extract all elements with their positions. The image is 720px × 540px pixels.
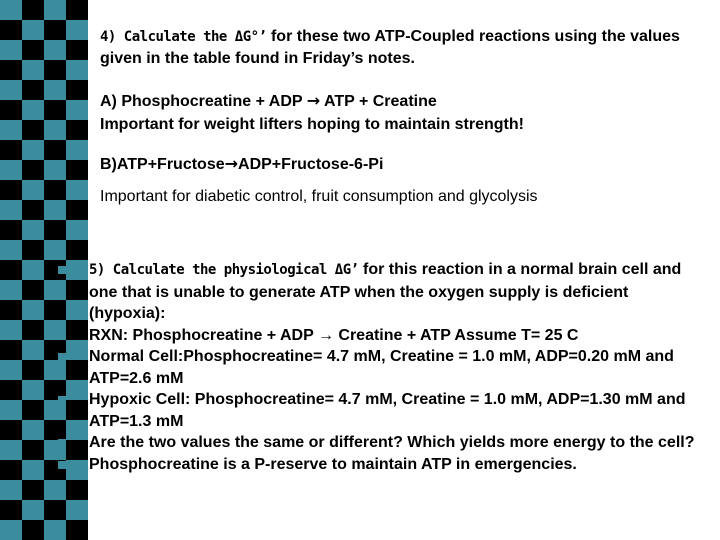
strip-cell (0, 280, 22, 300)
strip-cell (0, 140, 22, 160)
bullet-item (58, 454, 708, 476)
strip-cell (0, 520, 22, 540)
strip-cell (66, 500, 88, 520)
strip-cell (22, 200, 44, 220)
bullet-list (58, 259, 708, 475)
strip-cell (44, 180, 66, 200)
bullet-text: Normal Cell:Phosphocreatine= 4.7 mM, Creatine = 1.0 mM, ADP=0.20 mM and ATP=2.6 mM (89, 348, 674, 387)
strip-cell (66, 60, 88, 80)
strip-cell (0, 400, 22, 420)
question-4 (100, 26, 700, 70)
strip-cell (0, 360, 22, 380)
strip-cell (44, 100, 66, 120)
bullet-square-icon (58, 396, 66, 404)
strip-cell (0, 440, 22, 460)
strip-cell (22, 360, 44, 380)
strip-cell (22, 140, 44, 160)
strip-cell (22, 280, 44, 300)
bullet-square-icon (58, 439, 66, 447)
strip-cell (0, 320, 22, 340)
strip-cell (44, 240, 66, 260)
strip-cell (66, 480, 88, 500)
bullet-prefix: 5) Calculate the physiological ΔG’ (89, 262, 359, 278)
strip-cell (0, 220, 22, 240)
reaction-a-note: Important for weight lifters hoping to maintain strength! (100, 116, 524, 133)
strip-cell (22, 440, 44, 460)
bullet-item (58, 346, 708, 389)
strip-cell (44, 520, 66, 540)
reaction-a-right: ATP + Creatine (320, 93, 437, 110)
strip-cell (0, 60, 22, 80)
strip-cell (22, 100, 44, 120)
strip-cell (0, 120, 22, 140)
reaction-b-left: B)ATP+Fructose (100, 156, 225, 173)
bullet-square-icon (58, 266, 66, 274)
strip-cell (0, 420, 22, 440)
strip-cell (22, 320, 44, 340)
strip-cell (22, 240, 44, 260)
strip-cell (22, 20, 44, 40)
strip-cell (44, 480, 66, 500)
strip-cell (66, 80, 88, 100)
bullet-square-icon (58, 461, 66, 469)
strip-cell (0, 300, 22, 320)
strip-cell (44, 20, 66, 40)
strip-cell (22, 0, 44, 20)
strip-cell (22, 80, 44, 100)
strip-cell (0, 240, 22, 260)
strip-cell (22, 480, 44, 500)
strip-cell (44, 60, 66, 80)
bullet-text: RXN: Phosphocreatine + ADP → Creatine + ATP Assume T= 25 C (89, 326, 579, 344)
strip-cell (66, 40, 88, 60)
strip-cell (66, 240, 88, 260)
strip-cell (22, 400, 44, 420)
strip-cell (0, 380, 22, 400)
arrow-icon: → (224, 154, 239, 173)
reaction-a-left: A) Phosphocreatine + ADP (100, 93, 307, 110)
bullet-text: for this reaction in a normal brain cell and one that is unable to generate ATP when the oxygen supply is deficient (hypoxia): (89, 261, 682, 322)
strip-cell (44, 140, 66, 160)
bullet-square-icon (58, 353, 66, 361)
strip-cell (22, 220, 44, 240)
strip-cell (0, 80, 22, 100)
strip-cell (0, 180, 22, 200)
strip-cell (22, 460, 44, 480)
strip-cell (66, 100, 88, 120)
strip-cell (66, 140, 88, 160)
bullet-item (58, 325, 708, 347)
strip-cell (22, 260, 44, 280)
strip-cell (44, 0, 66, 20)
reaction-b-right: ADP+Fructose-6-Pi (238, 156, 384, 173)
strip-cell (44, 200, 66, 220)
strip-cell (0, 100, 22, 120)
strip-cell (0, 460, 22, 480)
strip-cell (44, 120, 66, 140)
strip-cell (22, 160, 44, 180)
bullet-item (58, 259, 708, 325)
strip-cell (44, 220, 66, 240)
bullet-square-icon (58, 332, 66, 340)
arrow-icon: → (306, 91, 321, 110)
strip-cell (66, 120, 88, 140)
strip-cell (22, 420, 44, 440)
bullet-item (58, 432, 708, 454)
strip-cell (22, 120, 44, 140)
strip-cell (44, 500, 66, 520)
strip-cell (22, 500, 44, 520)
strip-cell (44, 80, 66, 100)
strip-cell (22, 40, 44, 60)
strip-cell (66, 520, 88, 540)
question-4-prefix: 4) Calculate the ΔG°’ (100, 29, 267, 45)
reaction-b (100, 153, 383, 176)
strip-cell (0, 160, 22, 180)
strip-cell (22, 60, 44, 80)
strip-cell (0, 480, 22, 500)
strip-cell (0, 500, 22, 520)
strip-cell (0, 260, 22, 280)
strip-cell (0, 40, 22, 60)
bullet-text: Hypoxic Cell: Phosphocreatine= 4.7 mM, Creatine = 1.0 mM, ADP=1.30 mM and ATP=1.3 mM (89, 391, 686, 430)
reaction-b-note: Important for diabetic control, fruit consumption and glycolysis (100, 188, 538, 205)
bullet-item (58, 389, 708, 432)
bullet-text: Are the two values the same or different? Which yields more energy to the cell? (89, 434, 695, 451)
strip-cell (66, 200, 88, 220)
strip-cell (66, 20, 88, 40)
strip-cell (44, 40, 66, 60)
strip-cell (22, 340, 44, 360)
strip-cell (66, 160, 88, 180)
strip-cell (66, 180, 88, 200)
strip-cell (22, 380, 44, 400)
strip-cell (0, 200, 22, 220)
strip-cell (44, 160, 66, 180)
strip-cell (22, 300, 44, 320)
strip-cell (22, 520, 44, 540)
strip-cell (0, 0, 22, 20)
strip-cell (22, 180, 44, 200)
strip-cell (66, 0, 88, 20)
reaction-a (100, 90, 437, 113)
bullet-text: Phosphocreatine is a P-reserve to maintain ATP in emergencies. (89, 455, 577, 473)
question-4-text: for these two ATP-Coupled reactions using the values given in the table found in Friday’s notes. (100, 28, 680, 67)
strip-cell (0, 20, 22, 40)
strip-cell (0, 340, 22, 360)
strip-cell (66, 220, 88, 240)
